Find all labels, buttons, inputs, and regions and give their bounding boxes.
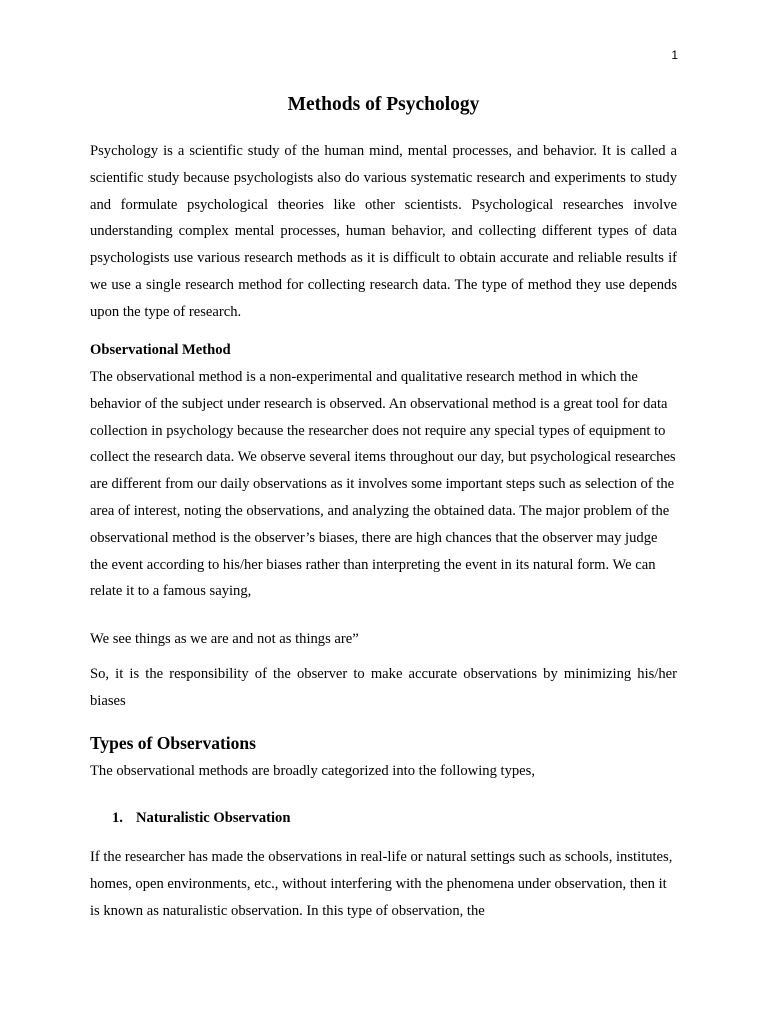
naturalistic-observation-paragraph: If the researcher has made the observations in real-life or natural settings such as schools, institutes, homes, open environments, etc., without interfering with the phenomena under observation, then it is known as naturalistic observation. In this type of observation, the (90, 849, 673, 919)
conclusion-paragraph: So, it is the responsibility of the observer to make accurate observations by minimizing his/her biases (90, 666, 677, 709)
quote-paragraph: We see things as we are and not as things are” (90, 631, 359, 647)
types-intro-paragraph: The observational methods are broadly categorized into the following types, (90, 763, 535, 779)
list-item-naturalistic-observation (112, 808, 290, 828)
observational-method-paragraph: The observational method is a non-experimental and qualitative research method in which the behavior of the subject under research is observed. An observational method is a great tool for data collection in psychology because the researcher does not require any special types of equipment to collect the research data. We observe several items throughout our day, but psychological researches are different from our daily observations as it involves some important steps such as selection of the area of interest, noting the observations, and analyzing the obtained data. The major problem of the observational method is the observer’s biases, there are high chances that the observer may judge the event according to his/her biases rather than interpreting the event in its natural form. We can relate it to a famous saying, (90, 369, 676, 600)
list-item-number: 1. (112, 810, 123, 826)
list-item-title: Naturalistic Observation (136, 810, 291, 826)
intro-paragraph: Psychology is a scientific study of the human mind, mental processes, and behavior. It is called a scientific study because psychologists also do various systematic research and experiments to study and formulate psychological theories like other scientists. Psychological researches involve understanding complex mental processes, human behavior, and collecting different types of data psychologists use various research methods as it is difficult to obtain accurate and reliable results if we use a single research method for collecting research data. The type of method they use depends upon the type of research. (90, 143, 677, 320)
document-title: Methods of Psychology (287, 94, 480, 115)
page-number: 1 (671, 48, 678, 62)
types-of-observations-heading: Types of Observations (90, 733, 256, 753)
observational-method-heading: Observational Method (90, 342, 231, 358)
